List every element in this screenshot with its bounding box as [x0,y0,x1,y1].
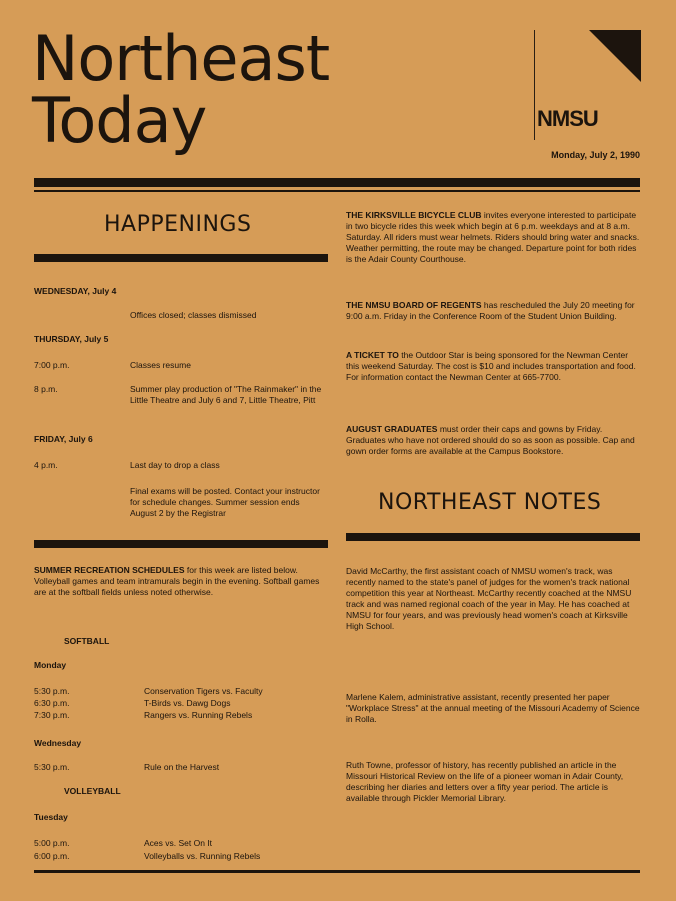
masthead-line-2: Today [32,84,207,157]
ticket-text: the Outdoor Star is being sponsored for the Newman Center this weekend Saturday. The cost is $10 and includes transportation and food. For information contact the Newman Center at 665-7700. [346,350,636,382]
happenings-bar [34,254,328,262]
thu-event-1-desc: Classes resume [130,360,191,370]
softball-3-desc: Rangers vs. Running Rebels [144,710,253,720]
wednesday-1-desc: Rule on the Harvest [144,762,220,772]
softball-label: SOFTBALL [64,636,110,646]
thursday-heading: THURSDAY, July 5 [34,334,109,344]
volleyball-2-time: 6:00 p.m. [34,851,70,861]
thu-event-2-time: 8 p.m. [34,384,58,394]
softball-3-time: 7:30 p.m. [34,710,70,720]
volleyball-2-desc: Volleyballs vs. Running Rebels [144,851,261,861]
bottom-rule [34,870,640,873]
note-1: David McCarthy, the first assistant coach of NMSU women's track, was recently named to the state's panel of judges for the women's track national competition this year at Northeast. McCarthy recently coached at the NMSU track and was named regional coach of the year in May. He has coached at NMSU for four years, and was previously head women's coach at Kirksville High School. [346,566,632,631]
happenings-title: HAPPENINGS [104,212,252,237]
regents-lead: THE NMSU BOARD OF REGENTS [346,300,482,310]
nmsu-logo [534,30,641,140]
volleyball-label: VOLLEYBALL [64,786,121,796]
graduates-lead: AUGUST GRADUATES [346,424,438,434]
fri-event-1-desc: Last day to drop a class [130,460,220,470]
graduates-text: must order their caps and gowns by Friday. Graduates who have not ordered should do so as soon as possible. Cap and gown order forms are available at the Campus Bookstore. [346,424,635,456]
thu-event-1-time: 7:00 p.m. [34,360,70,370]
softball-1-time: 5:30 p.m. [34,686,70,696]
logo-text: NMSU [537,106,598,131]
notes-bar [346,533,640,541]
note-2: Marlene Kalem, administrative assistant, recently presented her paper "Workplace Stress" at the annual meeting of the Missouri Academy of Science in Rolla. [346,692,640,724]
thu-event-2-desc: Summer play production of "The Rainmaker" in the Little Theatre and July 6 and 7, Little Theatre, Pitt [130,384,322,405]
recreation-intro-lead: SUMMER RECREATION SCHEDULES [34,565,185,575]
note-3: Ruth Towne, professor of history, has recently published an article in the Missouri Historical Review on the life of a pioneer woman in Adair County, describing her diaries and letters over a fifty year period. The article is available through Pickler Memorial Library. [346,760,624,803]
tuesday-label: Tuesday [34,812,68,822]
graduates-item [346,424,640,457]
bicycle-club-text: invites everyone interested to participate in two bicycle rides this week which begin at 6 p.m. weekdays and at 8 a.m. Saturday. All riders must wear helmets. Riders should bring water and snacks. Weather permitting, the route may be changed. Departure point for both rides is the Adair County Courthouse. [346,210,640,264]
regents-text: has rescheduled the July 20 meeting for 9:00 a.m. Friday in the Conference Room of the Student Union Building. [346,300,635,321]
volleyball-1-desc: Aces vs. Set On It [144,838,213,848]
issue-date: Monday, July 2, 1990 [551,150,640,160]
fri-event-2-desc: Final exams will be posted. Contact your instructor for schedule changes. Summer session ends August 2 by the Registrar [130,486,320,518]
ticket-lead: A TICKET TO [346,350,399,360]
wednesday-heading: WEDNESDAY, July 4 [34,286,117,296]
logo-triangle-icon [589,30,641,82]
recreation-intro-text: for this week are listed below. Volleyball games and team intramurals begin in the evening. Softball games are at the softball fields unless noted otherwise. [34,565,320,597]
softball-2-time: 6:30 p.m. [34,698,70,708]
masthead-line-1: Northeast [32,22,330,95]
friday-heading: FRIDAY, July 6 [34,434,93,444]
wednesday-1-time: 5:30 p.m. [34,762,70,772]
masthead-title [32,22,342,157]
fri-event-1-time: 4 p.m. [34,460,58,470]
bicycle-club-item [346,210,640,265]
softball-1-desc: Conservation Tigers vs. Faculty [144,686,263,696]
softball-2-desc: T-Birds vs. Dawg Dogs [144,698,231,708]
notes-title: NORTHEAST NOTES [378,490,602,515]
masthead-rule-thin [34,190,640,192]
monday-label: Monday [34,660,67,670]
wednesday-note: Offices closed; classes dismissed [130,310,257,320]
recreation-bar [34,540,328,548]
volleyball-1-time: 5:00 p.m. [34,838,70,848]
recreation-intro [34,565,328,598]
wednesday-label: Wednesday [34,738,82,748]
regents-item [346,300,640,322]
masthead-rule-thick [34,178,640,187]
bicycle-club-lead: THE KIRKSVILLE BICYCLE CLUB [346,210,482,220]
ticket-item [346,350,640,383]
